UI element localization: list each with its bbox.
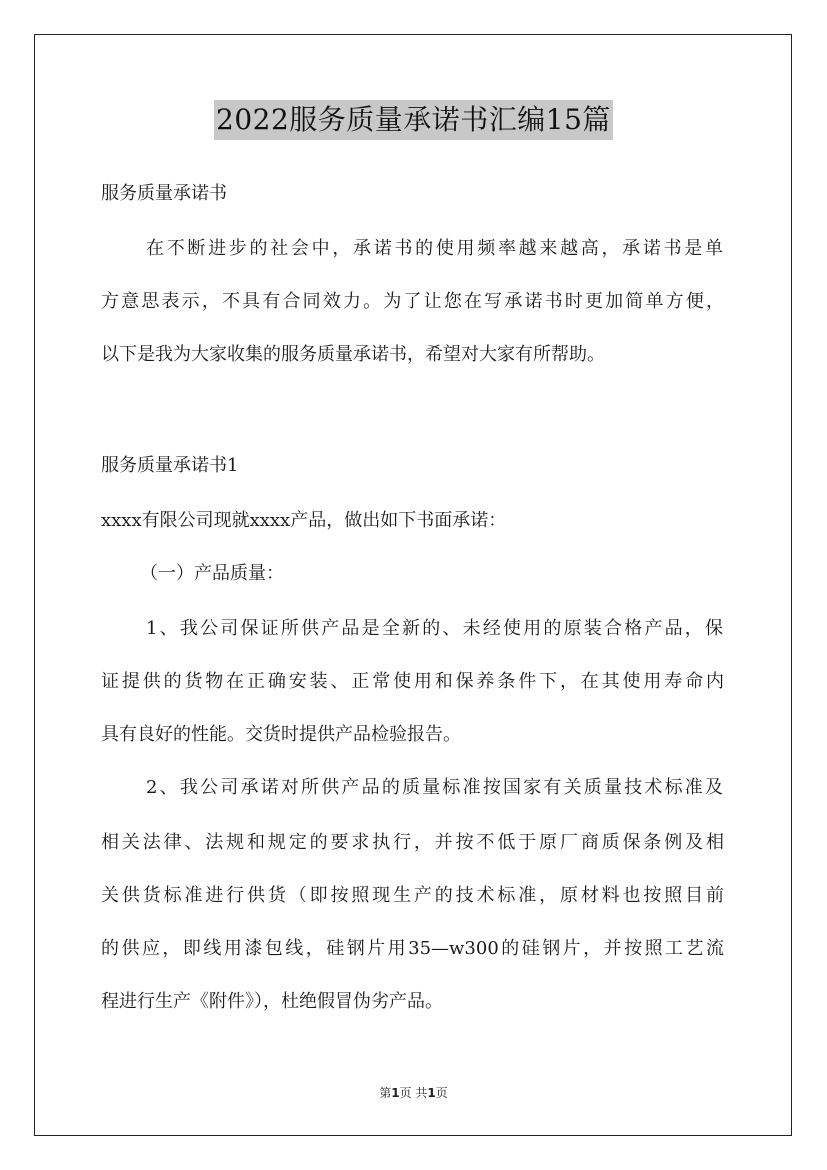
paragraph-line: 以下是我为大家收集的服务质量承诺书，希望对大家有所帮助。 bbox=[101, 344, 605, 365]
paragraph-line: 证提供的货物在正确安装、正常使用和保养条件下，在其使用寿命内 bbox=[101, 671, 724, 692]
footer-prefix: 第 bbox=[379, 1086, 392, 1100]
paragraph-line: 具有良好的性能。交货时提供产品检验报告。 bbox=[101, 724, 461, 745]
title-container bbox=[0, 100, 827, 140]
section-heading: 服务质量承诺书 bbox=[101, 183, 227, 204]
total-pages-number: 1 bbox=[427, 1086, 436, 1100]
current-page-number: 1 bbox=[391, 1086, 400, 1100]
paragraph-line: 在不断进步的社会中，承诺书的使用频率越来越高，承诺书是单 bbox=[146, 238, 723, 259]
paragraph-line: 1、我公司保证所供产品是全新的、未经使用的原装合格产品，保 bbox=[146, 618, 723, 639]
paragraph-line: 关供货标准进行供货（即按照现生产的技术标准，原材料也按照目前 bbox=[101, 885, 724, 906]
section-heading: 服务质量承诺书1 bbox=[101, 455, 239, 476]
document-title: 2022服务质量承诺书汇编15篇 bbox=[214, 100, 613, 140]
paragraph-line: xxxx有限公司现就xxxx产品，做出如下书面承诺： bbox=[101, 510, 507, 531]
footer-middle: 页 共 bbox=[399, 1086, 428, 1100]
paragraph-line: 相关法律、法规和规定的要求执行，并按不低于原厂商质保条例及相 bbox=[101, 832, 724, 853]
subsection-heading: （一）产品质量： bbox=[140, 563, 284, 584]
paragraph-line: 2、我公司承诺对所供产品的质量标准按国家有关质量技术标准及 bbox=[146, 777, 723, 798]
paragraph-line: 的供应，即线用漆包线，硅钢片用35—w300的硅钢片，并按照工艺流 bbox=[101, 938, 724, 959]
paragraph-line: 程进行生产《附件》），杜绝假冒伪劣产品。 bbox=[101, 991, 443, 1012]
paragraph-line: 方意思表示，不具有合同效力。为了让您在写承诺书时更加简单方便， bbox=[101, 291, 724, 312]
footer-suffix: 页 bbox=[435, 1086, 448, 1100]
page-footer bbox=[0, 1084, 827, 1101]
